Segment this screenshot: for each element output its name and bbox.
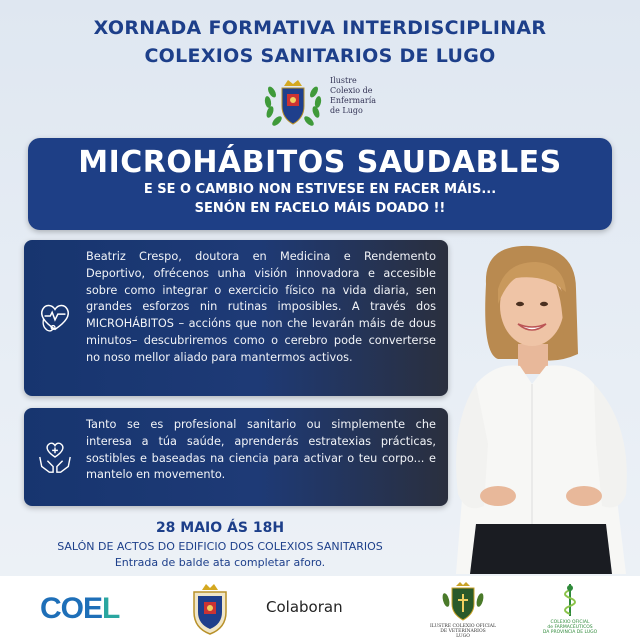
title-banner [28, 138, 612, 230]
event-date: 28 MAIO ÁS 18H [155, 520, 285, 536]
header-line-1: XORNADA FORMATIVA INTERDISCIPLINAR [93, 17, 547, 39]
enfermaria-logo-text: Ilustre Colexio de Enfermaría de Lugo [330, 76, 377, 115]
coel-logo: COEL [40, 592, 120, 625]
event-entry: Entrada de balde ata completar aforo. [114, 556, 326, 569]
event-place: SALÓN DE ACTOS DO EDIFICIO DOS COLEXIOS SANITARIOS [57, 540, 383, 553]
hands-heart-icon [36, 438, 74, 476]
banner-subtitle-1: E SE O CAMBIO NON ESTIVESE EN FACER MÁIS... [143, 182, 497, 197]
farmaceuticos-text: COLEXIO OFICIAL de FARMACÉUTICOS DA PROVINCIA DE LUGO [542, 620, 598, 635]
farmaceuticos-logo-icon [556, 582, 584, 618]
description-card-2 [24, 408, 448, 506]
speaker-photo [436, 244, 640, 574]
header-line-2: COLEXIOS SANITARIOS DE LUGO [144, 45, 496, 67]
veterinarios-seal-icon [438, 580, 488, 622]
description-text-1: Beatriz Crespo, doutora en Medicina e Rendemento Deportivo, ofrécenos unha visión innovadora e accesible sobre como integrar o exercicio físico na vida diaria, sen grandes esforzos nin rutinas imposibles. A través dos MICROHÁBITOS – accións que non che levarán máis de dous minutos– descubriremos como o cerebro pode converterse no noso mellor aliado para mantermos activos. [86, 250, 436, 364]
enfermaria-logo [258, 74, 398, 132]
banner-subtitle-2: SENÓN EN FACELO MÁIS DOADO !! [194, 201, 446, 216]
veterinarios-text: ILUSTRE COLEXIO OFICIAL DE VETERINARIOS LUGO [429, 624, 497, 639]
laurel-shield-icon [258, 74, 328, 132]
enfermaria-seal-icon [188, 582, 232, 636]
header-title [0, 14, 640, 70]
description-text-2: Tanto se es profesional sanitario ou simplemente che interesa a túa saúde, aprenderás estratexias prácticas, sostibles e baseadas na ciencia para activar o teu corpo... e mantelo en movemento. [86, 418, 436, 482]
heart-stethoscope-icon [36, 298, 74, 336]
description-card-1 [24, 240, 448, 396]
colaboran-label: Colaboran [266, 598, 343, 616]
banner-title: MICROHÁBITOS SAUDABLES [78, 145, 562, 180]
footer-bar [0, 576, 640, 640]
